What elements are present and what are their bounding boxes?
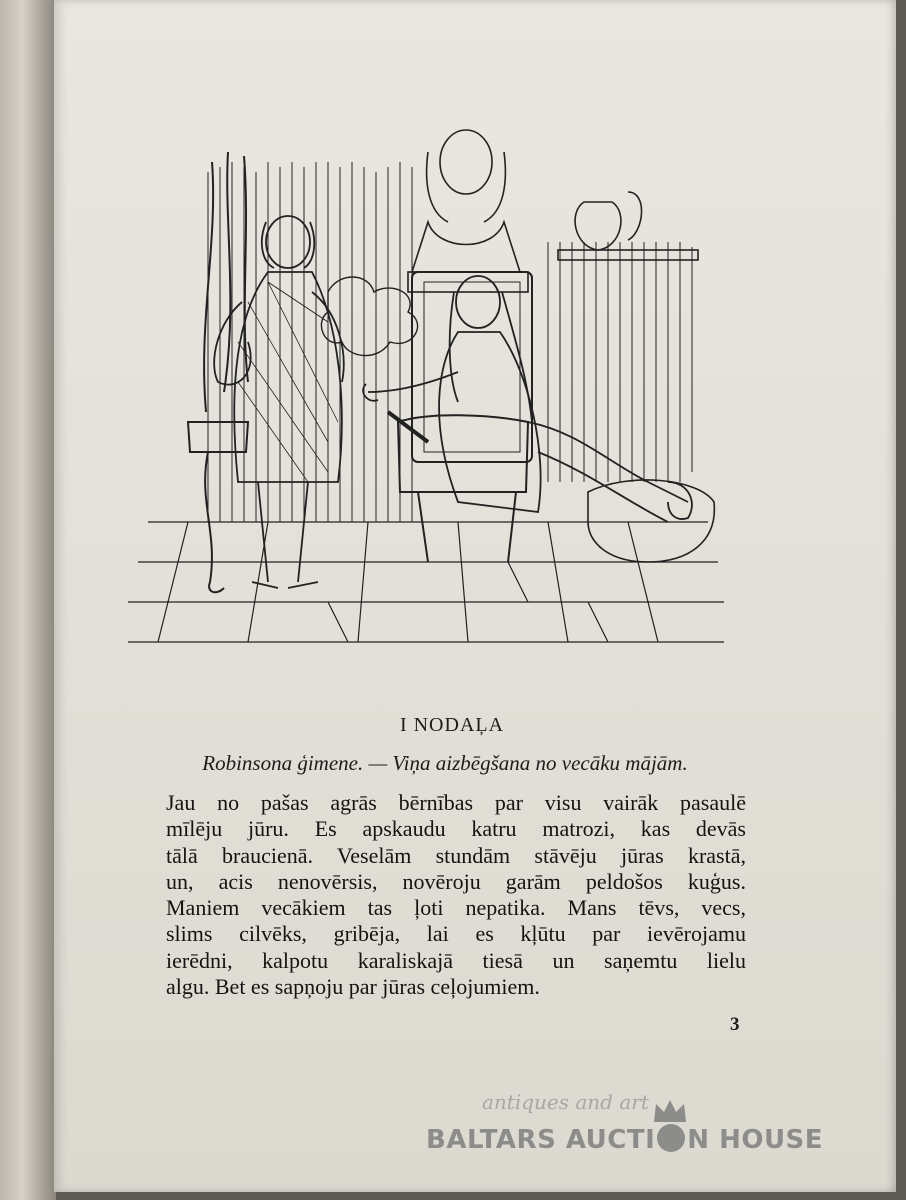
page-number: 3 <box>730 1014 740 1035</box>
watermark-brand-part2: N HOUSE <box>687 1125 824 1155</box>
bust <box>408 130 528 292</box>
crown-icon <box>652 1098 688 1124</box>
watermark-brand-part1: BALTARS AUCTI <box>426 1125 656 1155</box>
chapter-subtitle: Robinsona ģimene. — Viņa aizbēgšana no vecāku mājām. <box>202 751 688 775</box>
standing-man <box>214 216 344 588</box>
book-spine <box>0 0 56 1200</box>
body-line: Maniem vecākiem tas ļoti nepatika. Mans tēvs, vecs, <box>166 895 746 921</box>
body-line: Jau no pašas agrās bērnības par visu vairāk pasaulē <box>166 790 746 815</box>
page-edge-shadow <box>884 0 896 1192</box>
engraving-illustration <box>128 122 724 658</box>
chapter-body-text <box>166 790 746 1000</box>
body-line: tālā braucienā. Veselām stundām stāvēju jūras krastā, <box>166 842 746 868</box>
body-line: mīlēju jūru. Es apskaudu katru matrozi, kas devās <box>166 816 746 842</box>
body-line: ierēdni, kalpotu karaliskajā tiesā un saņemtu lielu <box>166 947 746 973</box>
cushion <box>588 480 714 562</box>
floor-boards <box>128 522 724 642</box>
body-line: un, acis nenovērsis, novēroju garām peldošos kuģus. <box>166 868 746 894</box>
body-line: slims cilvēks, gribēja, lai es kļūtu par ievērojamu <box>166 921 746 947</box>
crown-circle-icon <box>657 1124 685 1152</box>
table <box>188 422 248 592</box>
jug <box>558 192 698 260</box>
watermark-brand <box>426 1124 823 1155</box>
body-line: algu. Bet es sapņoju par jūras ceļojumiem. <box>166 974 540 1000</box>
chapter-heading: I NODAĻA <box>399 714 505 736</box>
watermark <box>426 1090 846 1170</box>
watermark-tagline: antiques and art <box>482 1090 649 1114</box>
